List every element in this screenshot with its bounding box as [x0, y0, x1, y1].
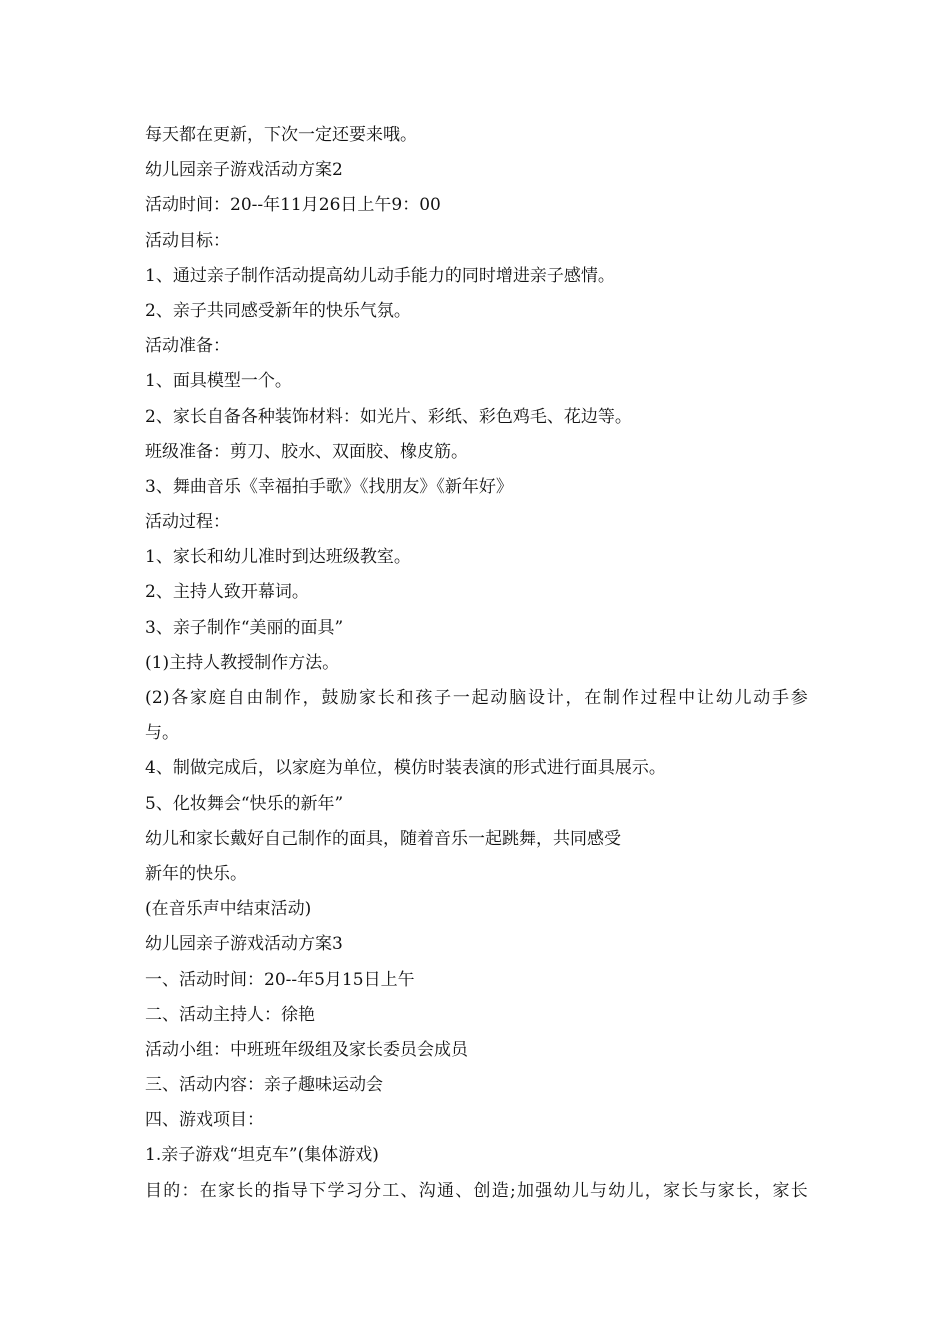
text-line-23: (在音乐声中结束活动) — [145, 899, 312, 920]
text-line-17: (2)各家庭自由制作，鼓励家长和孩子一起动脑设计，在制作过程中让幼儿动手参 — [145, 688, 808, 708]
text-line-22: 新年的快乐。 — [145, 863, 247, 884]
text-line-18: 与。 — [145, 723, 179, 744]
text-line-21: 幼儿和家长戴好自己制作的面具，随着音乐一起跳舞，共同感受 — [145, 828, 621, 849]
text-line-5: 1、通过亲子制作活动提高幼儿动手能力的同时增进亲子感情。 — [145, 265, 615, 286]
text-line-9: 2、家长自备各种装饰材料：如光片、彩纸、彩色鸡毛、花边等。 — [145, 406, 632, 427]
text-line-16: (1)主持人教授制作方法。 — [145, 652, 340, 673]
text-line-15: 3、亲子制作“美丽的面具” — [145, 617, 344, 638]
text-line-8: 1、面具模型一个。 — [145, 371, 292, 392]
text-line-20: 5、化妆舞会“快乐的新年” — [145, 793, 344, 814]
section-title-2: 幼儿园亲子游戏活动方案2 — [145, 160, 343, 181]
text-line-4: 活动目标： — [145, 230, 230, 251]
text-line-28: 三、活动内容：亲子趣味运动会 — [145, 1075, 383, 1096]
text-line-3: 活动时间：20--年11月26日上午9：00 — [145, 195, 441, 216]
section-title-3: 幼儿园亲子游戏活动方案3 — [145, 934, 343, 955]
text-line-27: 活动小组：中班班年级组及家长委员会成员 — [145, 1039, 468, 1060]
text-line-30: 1.亲子游戏“坦克车”(集体游戏) — [145, 1145, 379, 1166]
text-line-7: 活动准备： — [145, 336, 230, 357]
text-line-13: 1、家长和幼儿准时到达班级教室。 — [145, 547, 411, 568]
text-line-26: 二、活动主持人：徐艳 — [145, 1004, 315, 1025]
text-line-11: 3、舞曲音乐《幸福拍手歌》《找朋友》《新年好》 — [145, 476, 513, 497]
text-line-14: 2、主持人致开幕词。 — [145, 582, 309, 603]
document-page — [145, 118, 810, 1209]
text-line-25: 一、活动时间：20--年5月15日上午 — [145, 969, 415, 990]
text-line-10: 班级准备：剪刀、胶水、双面胶、橡皮筋。 — [145, 441, 468, 462]
text-line-29: 四、游戏项目： — [145, 1110, 264, 1131]
text-line-1: 每天都在更新，下次一定还要来哦。 — [145, 125, 417, 145]
text-line-12: 活动过程： — [145, 512, 230, 533]
text-line-19: 4、制做完成后，以家庭为单位，模仿时装表演的形式进行面具展示。 — [145, 758, 666, 779]
text-line-31: 目的：在家长的指导下学习分工、沟通、创造;加强幼儿与幼儿，家长与家长，家长 — [145, 1180, 808, 1201]
text-line-6: 2、亲子共同感受新年的快乐气氛。 — [145, 300, 411, 321]
